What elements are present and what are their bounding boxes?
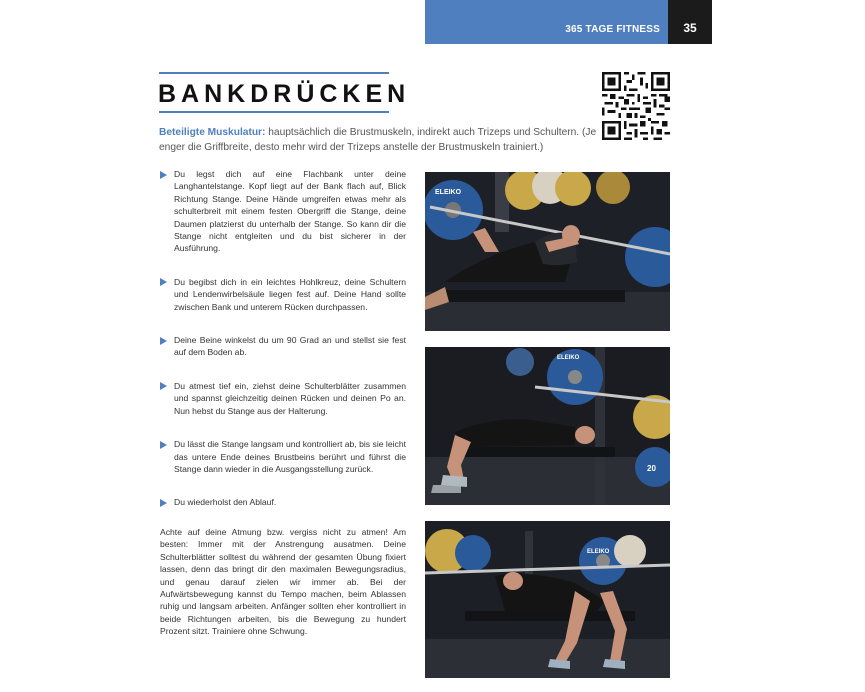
page-number-box [668, 0, 712, 44]
muscles-text: hauptsächlich die Brustmuskeln, indirekt auch Trizeps und Schultern. (Je enger die Griffbreite, desto mehr wird der Trizeps anstelle der Brustmuskeln trainiert.) [159, 127, 597, 153]
step-item: Du begibst dich in ein leichtes Hohlkreuz, deine Schultern und Lendenwirbelsäule liegen fest auf. Deine Hand sollte zwischen Bank und unterem Rücken durchpassen. [160, 276, 406, 313]
breathing-note: Achte auf deine Atmung bzw. vergiss nicht zu atmen! Am besten: Immer mit der Anstrengung ausatmen. Deine Schulterblätter solltest du während der gesamten Übung fixiert lassen, denn das bringt dir den maximalen Bewegungsradius, und genau darauf zielen wir immer ab. Bei der Aufwärtsbewegung kannst du Tempo machen, beim Ablassen ruhig und langsam arbeiten. Anfänger sollten eher kontrolliert in beide Richtungen arbeiten, bis die Bewegung zu hundert Prozent sitzt. Trainiere ohne Schwung. [160, 527, 406, 637]
running-header: 365 TAGE FITNESS [565, 24, 660, 35]
exercise-title: BANKDRÜCKEN [158, 80, 411, 108]
bench-press-photo-3 [425, 521, 670, 678]
header-bar [425, 0, 668, 44]
steps-list [160, 168, 406, 509]
step-item: Du atmest tief ein, ziehst deine Schulterblätter zusammen und spannst gleichzeitig deinen Rücken und deinen Po an. Nun hebst du Stange aus der Halterung. [160, 380, 406, 417]
step-item: Deine Beine winkelst du um 90 Grad an und stellst sie fest auf dem Boden ab. [160, 334, 406, 359]
step-item: Du wiederholst den Ablauf. [160, 496, 406, 508]
title-rule-bottom [159, 111, 389, 113]
step-item: Du legst dich auf eine Flachbank unter deine Langhantelstange. Kopf liegt auf der Bank flach auf, Blick Richtung Stange. Deine Hände umgreifen etwas mehr als schulterbreit mit einem festen Obergriff die Stange, deine Daumen platzierst du unterhalb der Stange. So kann dir die Stange nicht entgleiten und du bist sicherer in der Ausführung. [160, 168, 406, 255]
plate-brand-text: ELEIKO [435, 189, 462, 196]
page-number: 35 [683, 21, 697, 35]
title-rule-top [159, 72, 389, 74]
plate-brand-text: ELEIKO [557, 355, 580, 361]
muscles-paragraph [159, 125, 599, 155]
plate-number-text: 20 [647, 464, 656, 473]
bench-press-photo-2 [425, 347, 670, 505]
muscles-label: Beteiligte Muskulatur: [159, 127, 266, 138]
step-item: Du lässt die Stange langsam und kontrolliert ab, bis sie leicht das untere Ende deines Brustbeins berührt und führst die Stange dann wieder in die Ausgangsstellung zurück. [160, 438, 406, 475]
bench-press-photo-1 [425, 172, 670, 331]
qr-code [602, 72, 670, 140]
plate-brand-text: ELEIKO [587, 549, 610, 555]
